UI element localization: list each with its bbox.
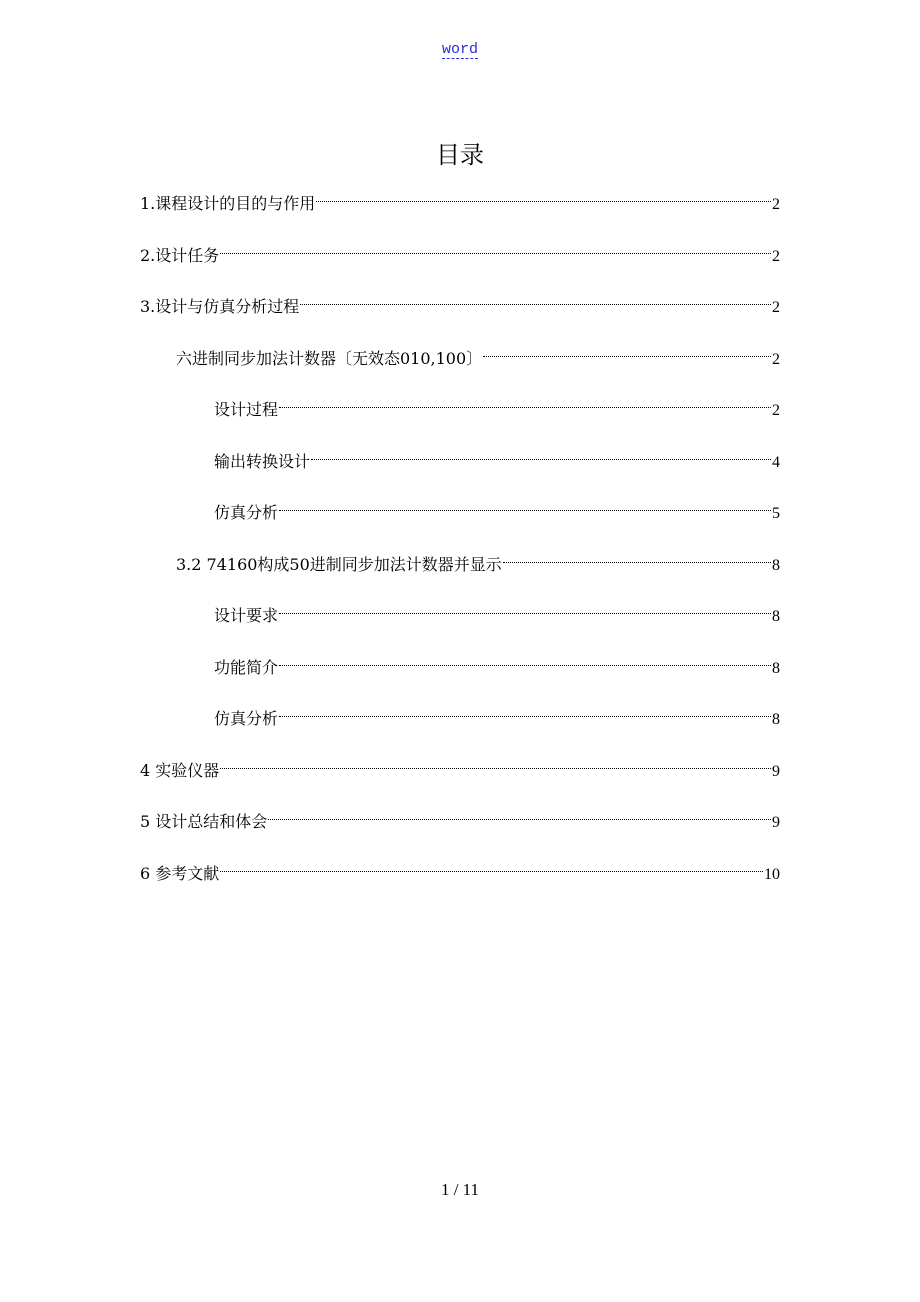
page-number: 1 / 11 — [440, 1180, 480, 1199]
toc-entry-label: 3.2 74160构成50进制同步加法计数器并显示 — [176, 555, 502, 574]
toc-entry-simulation-analysis-1[interactable] — [214, 494, 780, 522]
toc-entry-label: 输出转换设计 — [214, 452, 311, 471]
toc-entry-page: 8 — [772, 660, 780, 677]
dot-leader — [279, 391, 771, 415]
toc-entry-instruments[interactable] — [140, 752, 780, 780]
toc-entry-page: 5 — [772, 505, 780, 522]
toc-entry-label: 仿真分析 — [214, 503, 279, 522]
toc-entry-page: 2 — [772, 299, 780, 316]
dot-leader — [220, 752, 771, 776]
toc-entry-page: 10 — [764, 866, 780, 883]
toc-entry-label: 1.课程设计的目的与作用 — [140, 194, 316, 213]
toc-entry-label: 6 参考文献 — [140, 864, 220, 883]
toc-entry-hex-counter[interactable] — [176, 340, 780, 368]
toc-entry-page: 8 — [772, 608, 780, 625]
toc-entry-label: 仿真分析 — [214, 709, 279, 728]
toc-entry-label: 2.设计任务 — [140, 246, 220, 265]
dot-leader — [300, 288, 771, 312]
dot-leader — [268, 803, 771, 827]
toc-entry-page: 2 — [772, 196, 780, 213]
toc-entry-task[interactable] — [140, 237, 780, 265]
toc-entry-page: 8 — [772, 711, 780, 728]
toc-entry-purpose[interactable] — [140, 185, 780, 213]
toc-entry-references[interactable] — [140, 855, 780, 883]
toc-entry-simulation-analysis-2[interactable] — [214, 700, 780, 728]
toc-entry-label: 4 实验仪器 — [140, 761, 220, 780]
dot-leader — [316, 185, 771, 209]
dot-leader — [311, 443, 771, 467]
word-header-link[interactable]: word — [441, 41, 478, 58]
toc-entry-label: 5 设计总结和体会 — [140, 812, 268, 831]
toc-entry-label: 3.设计与仿真分析过程 — [140, 297, 300, 316]
toc-entry-design-process[interactable] — [214, 391, 780, 419]
dot-leader — [279, 494, 771, 518]
dot-leader — [483, 340, 771, 364]
toc-entry-page: 4 — [772, 454, 780, 471]
toc-entry-design-simulation[interactable] — [140, 288, 780, 316]
dot-leader — [279, 649, 771, 673]
toc-entry-page: 2 — [772, 402, 780, 419]
dot-leader — [220, 855, 763, 879]
toc-entry-label: 设计过程 — [214, 400, 279, 419]
toc-entry-page: 2 — [772, 248, 780, 265]
dot-leader — [220, 237, 771, 261]
toc-entry-label: 功能简介 — [214, 658, 279, 677]
toc-entry-label: 六进制同步加法计数器〔无效态010,100〕 — [176, 349, 483, 368]
dot-leader — [279, 700, 771, 724]
dot-leader — [503, 546, 771, 570]
toc-entry-page: 8 — [772, 557, 780, 574]
toc-entry-74160-counter[interactable] — [176, 546, 780, 574]
toc-title: 目录 — [436, 141, 484, 169]
document-header — [0, 40, 920, 60]
toc-entry-page: 9 — [772, 814, 780, 831]
dot-leader — [279, 597, 771, 621]
toc-entry-page: 2 — [772, 351, 780, 368]
toc-entry-label: 设计要求 — [214, 606, 279, 625]
toc-entry-summary[interactable] — [140, 803, 780, 831]
toc-entry-output-conversion[interactable] — [214, 443, 780, 471]
toc-entry-function-intro[interactable] — [214, 649, 780, 677]
toc-entry-page: 9 — [772, 763, 780, 780]
toc-entry-design-requirements[interactable] — [214, 597, 780, 625]
